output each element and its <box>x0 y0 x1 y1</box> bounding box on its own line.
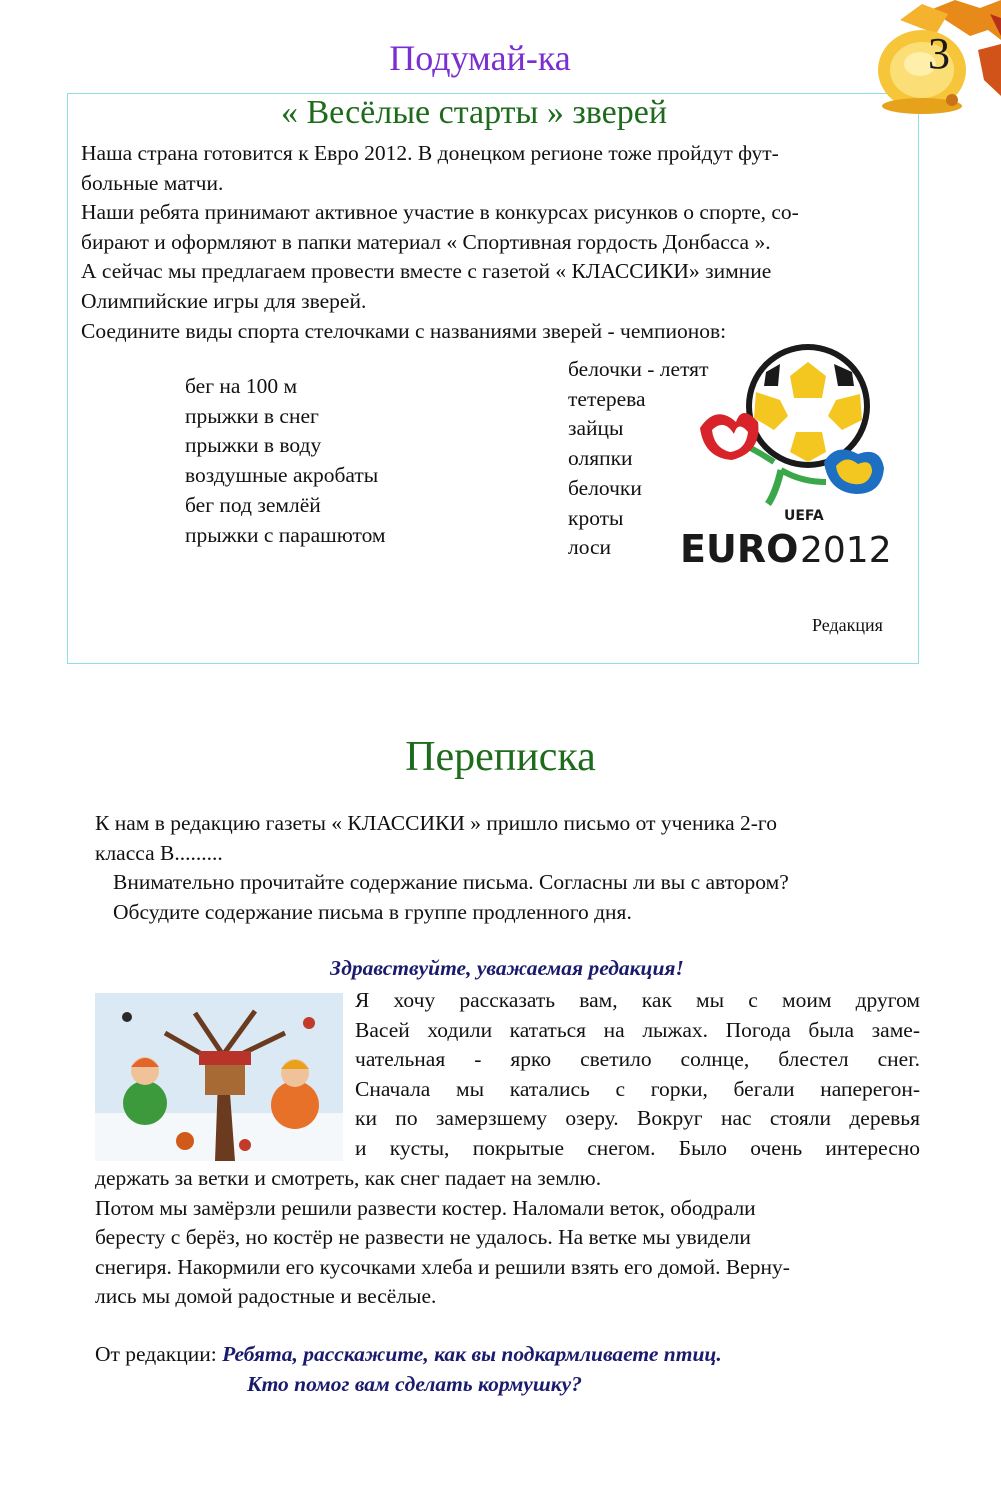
letter-line: лись мы домой радостные и весёлые. <box>95 1284 437 1309</box>
winter-birds-illustration <box>95 993 343 1161</box>
intro-line: Соедините виды спорта стелочками с названиями зверей - чемпионов: <box>81 318 727 343</box>
intro-line: Олимпийские игры для зверей. <box>81 288 367 313</box>
box-title: « Весёлые старты » зверей <box>280 94 668 131</box>
section-title-perepiska: Переписка <box>405 734 596 780</box>
section-title-podumai: Подумай-ка <box>389 38 571 78</box>
letter-line: снегиря. Накормили его кусочками хлеба и решили взять его домой. Верну- <box>95 1254 790 1279</box>
editorial-question-2: Кто помог вам сделать кормушку? <box>247 1372 582 1396</box>
intro-line: бирают и оформляют в папки материал « Спортивная гордость Донбасса ». <box>81 229 771 254</box>
letter-line: держать за ветки и смотреть, как снег падает на землю. <box>95 1166 602 1190</box>
logo-euro-text: EURO <box>680 527 799 571</box>
intro-line: А сейчас мы предлагаем провести вместе с газетой « КЛАССИКИ» зимние <box>81 259 772 284</box>
sport-item: прыжки в воду <box>185 433 322 458</box>
animal-item: белочки - летят <box>568 357 709 381</box>
sport-item: прыжки с парашютом <box>185 522 386 547</box>
letter-body-full <box>95 1164 905 1312</box>
editorial-note <box>95 1339 722 1369</box>
editor-signature: Редакция <box>812 615 883 635</box>
letter-line: и кусты, покрытые снегом. Было очень интересно <box>355 1135 920 1160</box>
sport-item: бег под землёй <box>185 492 321 517</box>
letter-body-wrapped <box>355 986 920 1164</box>
intro-line: Наша страна готовится к Евро 2012. В донецком регионе тоже пройдут фут- <box>81 141 779 165</box>
animal-item: зайцы <box>568 416 624 441</box>
sport-item: воздушные акробаты <box>185 463 379 488</box>
logo-uefa-text: UEFA <box>784 508 824 524</box>
animal-item: тетерева <box>568 386 646 411</box>
letter-greeting: Здравствуйте, уважаемая редакция! <box>330 956 684 980</box>
letter-line: Потом мы замёрзли решили развести костер. Наломали веток, ободрали <box>95 1195 756 1220</box>
letter-line: бересту с берёз, но костёр не развести не удалось. На ветке мы увидели <box>95 1225 751 1250</box>
sport-item: прыжки в снег <box>185 403 319 428</box>
animal-item: оляпки <box>568 446 633 471</box>
intro-line: больные матчи. <box>81 170 224 195</box>
letter-intro <box>95 809 905 868</box>
euro-2012-logo <box>676 342 906 574</box>
intro-line: К нам в редакцию газеты « КЛАССИКИ » пришло письмо от ученика 2-го <box>95 811 777 835</box>
editorial-label: От редакции: <box>95 1342 217 1366</box>
letter-line: Я хочу рассказать вам, как мы с моим другом <box>355 988 920 1012</box>
question-line: Обсудите содержание письма в группе продленного дня. <box>113 899 632 924</box>
editorial-question: Ребята, расскажите, как вы подкармливаете птиц. <box>222 1342 722 1366</box>
letter-questions <box>113 868 913 927</box>
sport-item: бег на 100 м <box>185 374 298 398</box>
letter-line: ки по замерзшему озеру. Вокруг нас стояли деревья <box>355 1106 920 1131</box>
intro-line: класса В......... <box>95 840 223 865</box>
letter-line: Сначала мы катались с горки, бегали наперегон- <box>355 1076 920 1101</box>
intro-line: Наши ребята принимают активное участие в конкурсах рисунков о спорте, со- <box>81 200 799 225</box>
logo-year-text: 2012 <box>800 530 892 571</box>
letter-line: Васей ходили кататься на лыжах. Погода была заме- <box>355 1017 920 1042</box>
page-number: 3 <box>928 29 950 78</box>
letter-line: чательная - ярко светило солнце, блестел снег. <box>355 1047 920 1072</box>
animal-item: кроты <box>568 505 624 530</box>
animal-item: белочки <box>568 475 642 500</box>
contest-intro <box>81 139 911 346</box>
sports-list <box>185 372 386 550</box>
question-line: Внимательно прочитайте содержание письма. Согласны ли вы с автором? <box>113 870 789 894</box>
animal-item: лоси <box>568 535 612 560</box>
